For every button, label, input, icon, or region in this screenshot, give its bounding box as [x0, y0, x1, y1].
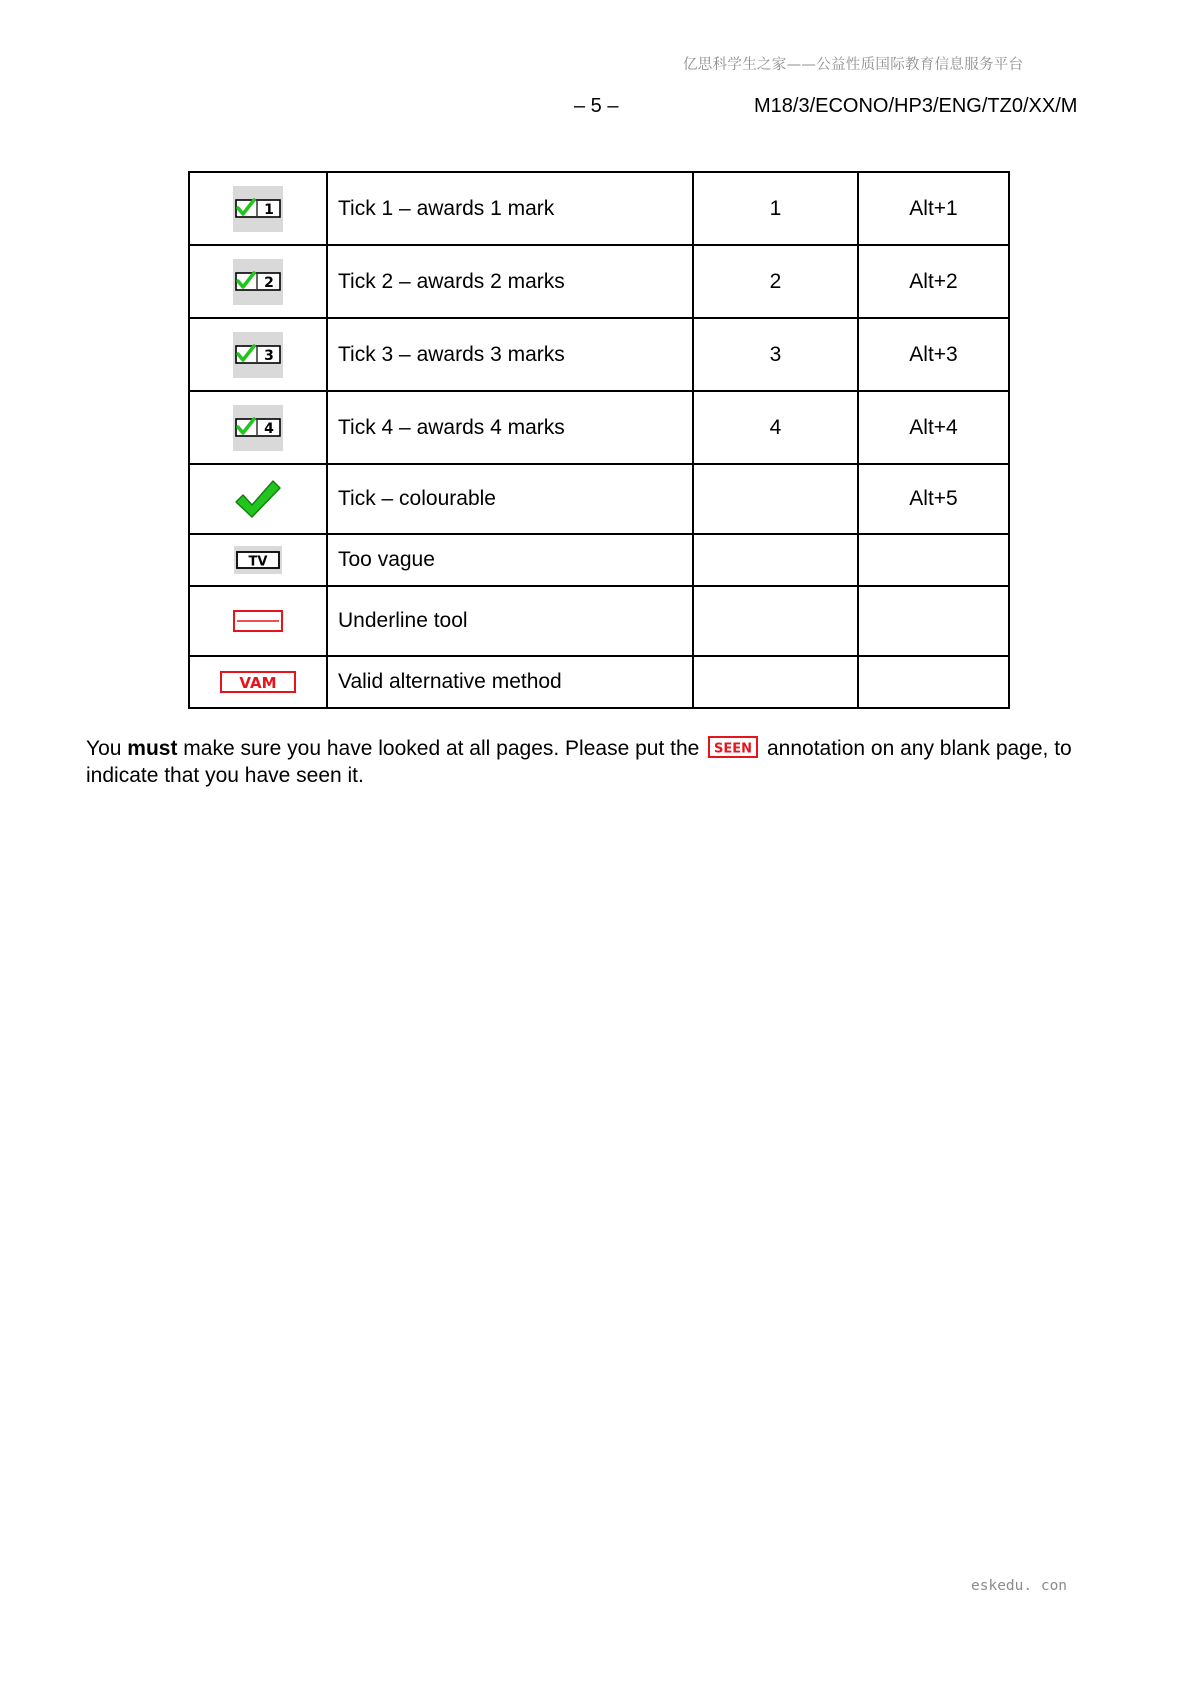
annotation-marks — [693, 656, 858, 708]
icon-cell — [189, 656, 327, 708]
instructions-paragraph — [86, 735, 1116, 789]
seen-icon — [708, 736, 758, 758]
annotation-marks — [693, 586, 858, 656]
document-code: M18/3/ECONO/HP3/ENG/TZ0/XX/M — [754, 95, 1078, 117]
tick-4-icon — [233, 405, 283, 451]
too-vague-icon — [234, 546, 282, 574]
annotation-shortcut — [858, 656, 1009, 708]
annotation-shortcut: Alt+4 — [858, 391, 1009, 464]
instructions-text: You — [86, 737, 128, 760]
watermark-bottom: eskedu. con — [971, 1578, 1068, 1594]
table-row — [189, 245, 1009, 318]
annotation-marks — [693, 534, 858, 586]
annotation-description: Tick 3 – awards 3 marks — [327, 318, 693, 391]
icon-cell — [189, 245, 327, 318]
svg-text:VAM: VAM — [239, 674, 277, 693]
annotation-marks: 4 — [693, 391, 858, 464]
annotation-description: Tick – colourable — [327, 464, 693, 534]
svg-text:4: 4 — [264, 420, 274, 437]
svg-text:1: 1 — [264, 201, 274, 218]
table-row — [189, 318, 1009, 391]
annotation-marks: 2 — [693, 245, 858, 318]
icon-cell — [189, 586, 327, 656]
tick-3-icon — [233, 332, 283, 378]
vam-icon — [220, 670, 296, 694]
annotation-description: Tick 1 – awards 1 mark — [327, 172, 693, 245]
annotation-shortcut: Alt+3 — [858, 318, 1009, 391]
instructions-text: make sure you have looked at all pages. Please put the — [177, 737, 706, 760]
table-row — [189, 391, 1009, 464]
annotation-marks: 1 — [693, 172, 858, 245]
table-row — [189, 656, 1009, 708]
table-row — [189, 464, 1009, 534]
svg-text:SEEN: SEEN — [714, 741, 753, 757]
annotation-table — [188, 171, 1010, 709]
instructions-emphasis: must — [127, 737, 178, 760]
watermark-top: 亿思科学生之家——公益性质国际教育信息服务平台 — [683, 57, 1024, 73]
icon-cell — [189, 172, 327, 245]
svg-text:3: 3 — [264, 347, 274, 364]
tick-2-icon — [233, 259, 283, 305]
table-row — [189, 172, 1009, 245]
annotation-shortcut: Alt+2 — [858, 245, 1009, 318]
annotation-description: Tick 4 – awards 4 marks — [327, 391, 693, 464]
annotation-description: Underline tool — [327, 586, 693, 656]
page-number: – 5 – — [574, 95, 619, 117]
annotation-marks — [693, 464, 858, 534]
icon-cell — [189, 464, 327, 534]
icon-cell — [189, 318, 327, 391]
annotation-shortcut: Alt+5 — [858, 464, 1009, 534]
svg-text:TV: TV — [248, 554, 268, 570]
icon-cell — [189, 534, 327, 586]
instructions-text: annotation on any blank page, to indicate that you have seen it. — [86, 737, 1072, 787]
underline-tool-icon — [233, 609, 283, 633]
annotation-marks: 3 — [693, 318, 858, 391]
icon-cell — [189, 391, 327, 464]
svg-text:2: 2 — [264, 274, 274, 291]
annotation-description: Too vague — [327, 534, 693, 586]
tick-colourable-icon — [233, 478, 283, 520]
tick-1-icon — [233, 186, 283, 232]
annotation-description: Tick 2 – awards 2 marks — [327, 245, 693, 318]
annotation-shortcut — [858, 586, 1009, 656]
table-row — [189, 586, 1009, 656]
table-row — [189, 534, 1009, 586]
annotation-shortcut: Alt+1 — [858, 172, 1009, 245]
annotation-description: Valid alternative method — [327, 656, 693, 708]
annotation-shortcut — [858, 534, 1009, 586]
